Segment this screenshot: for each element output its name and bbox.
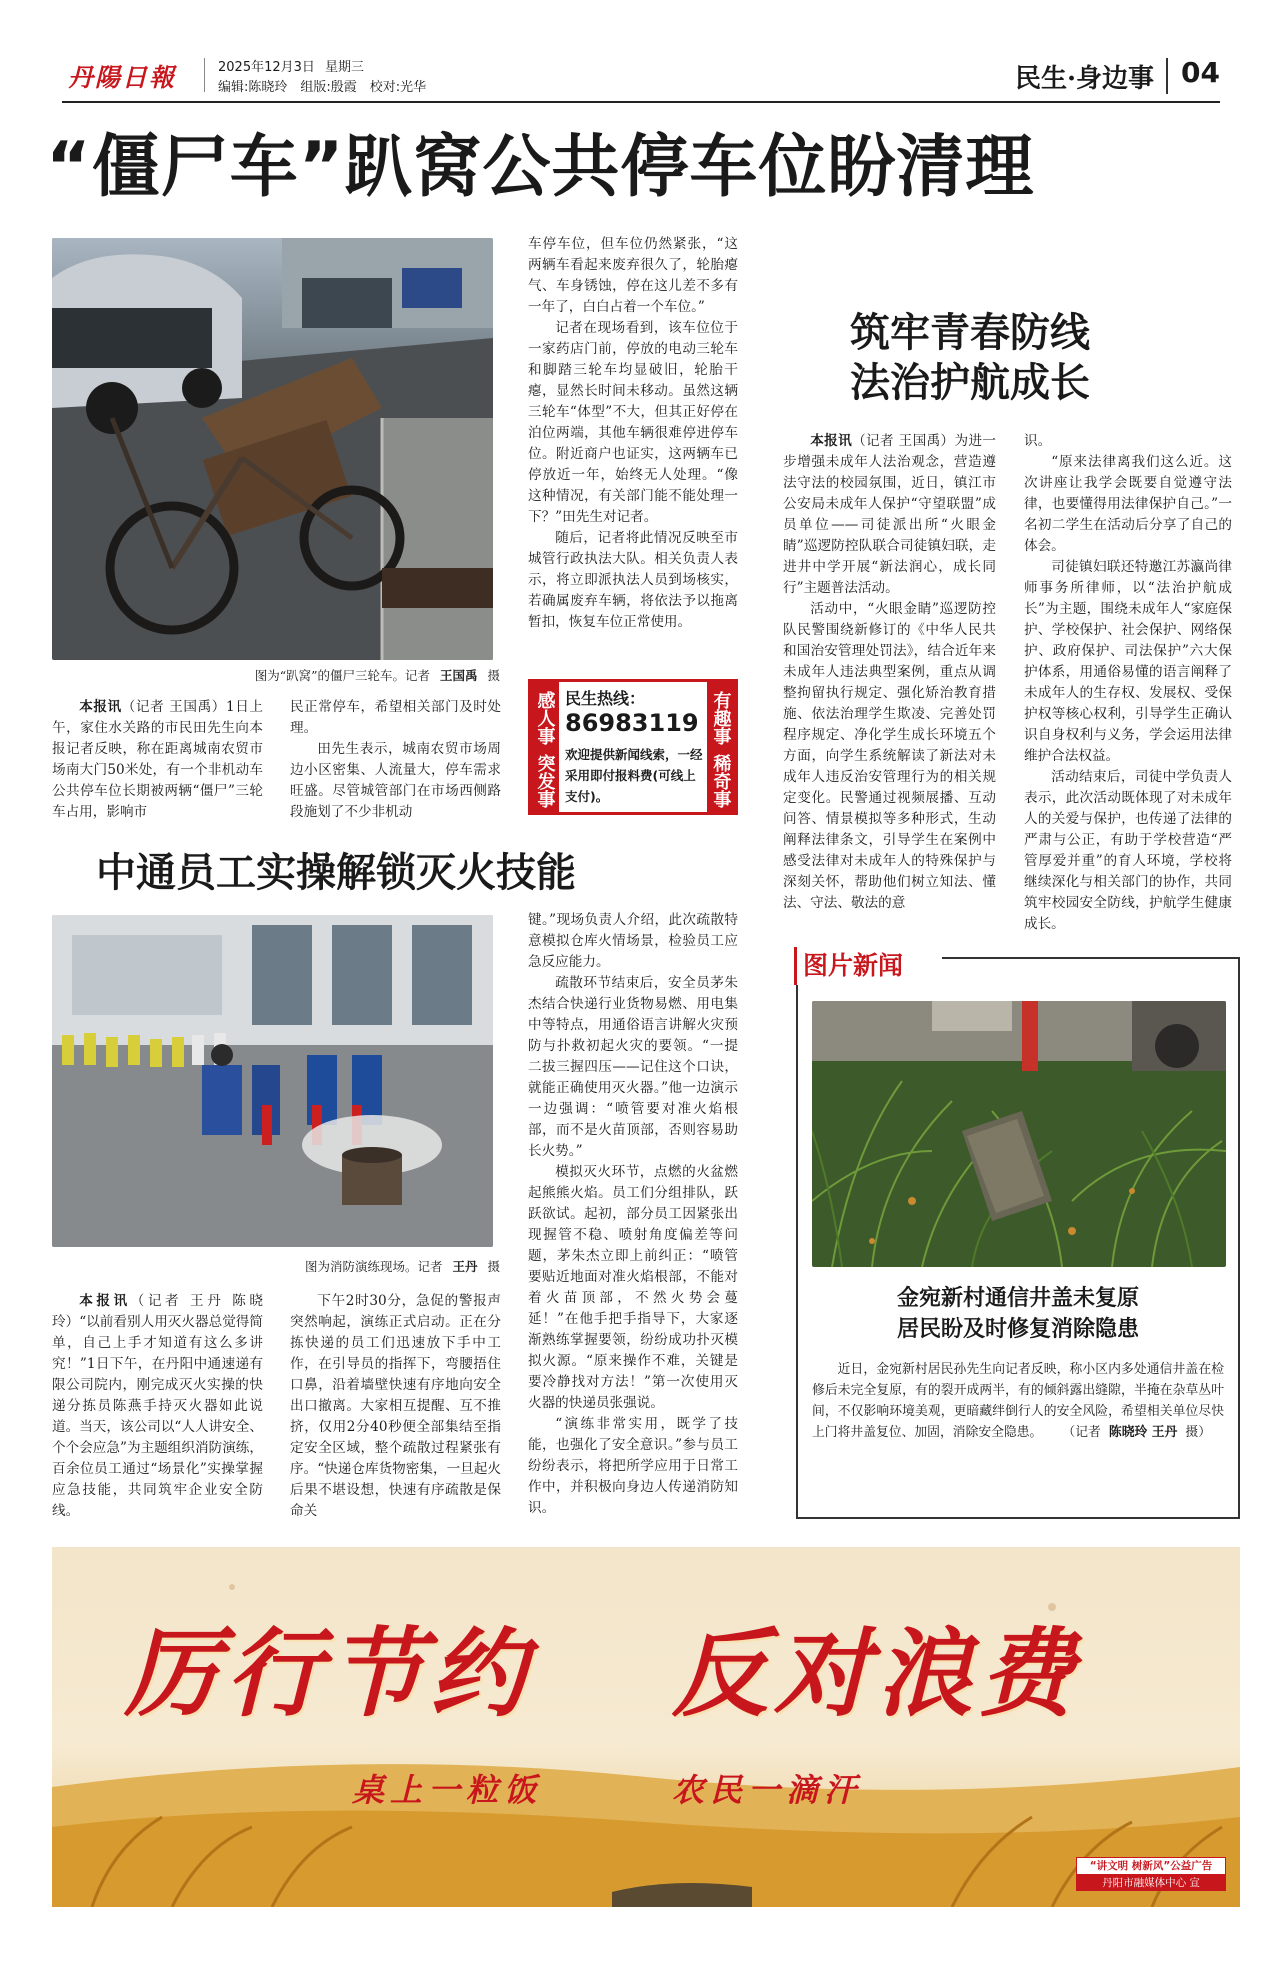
fire-col3-para1: 疏散环节结束后，安全员茅朱杰结合快递行业货物易燃、用电集中等特点，用通俗语言讲解火灾预防与扑救初起火灾的要领。“一提二拔三握四压——记住这个口诀，就能正确使用灭火器。”他一边演示一边强调：“喷管要对准火焰根部，而不是火苗顶部，否则容易助长火势。” (528, 975, 738, 1159)
newspaper-logo: 丹陽日報 (68, 63, 177, 92)
photo-news-title (798, 1283, 1238, 1345)
fire-drill-photo (52, 915, 493, 1247)
photo-news-credit-end: 摄） (1185, 1425, 1212, 1440)
youth-col2-para2: 司徒镇妇联还特邀江苏瀛尚律师事务所律师，以“法治护航成长”为主题，围绕未成年人“家庭保护、学校保护、社会保护、网络保护、政府保护、司法保护”六大保护体系，用通俗易懂的语言阐释了未成年人的生存权、发展权、受保护权等核心权利，引导学生正确认识自身权利与义务，学会运用法律维护合法权益。 (1024, 559, 1232, 764)
zombie-col2-text: 民正常停车，希望相关部门及时处理。 (290, 699, 501, 736)
youth-lead: 本报讯 (810, 433, 853, 449)
hotline-label: 民生热线： (565, 689, 646, 708)
youth-col1-text: 为进一步增强未成年人法治观念，营造遵法守法的校园氛围，近日，镇江市公安局未成年人保护“守望联盟”成员单位——司徒派出所“火眼金睛”巡逻防控队联合司徒镇妇联，走进井中学开展“新法润心，成长同行”主题普法活动。 (783, 433, 997, 596)
zombie-caption-author: 王国禹 (439, 668, 478, 683)
youth-story-title (760, 308, 1180, 408)
manhole-photo (812, 1001, 1226, 1267)
zombie-photo-caption (190, 666, 500, 684)
zombie-col2-para2: 田先生表示，城南农贸市场周边小区密集、人流量大，停车需求旺盛。尽管城管部门在市场西侧路段施划了不少非机动 (290, 741, 501, 820)
public-service-ad (52, 1547, 1240, 1907)
fire-col3-para2: 模拟灭火环节，点燃的火盆燃起熊熊火焰。员工们分组排队，跃跃欲试。起初，部分员工因紧张出现握管不稳、喷射角度偏差等问题，茅朱杰立即上前纠正：“喷管要贴近地面对准火焰根部，不能对着火苗顶部，不然火势会蔓延！”在他手把手指导下，大家逐渐熟练掌握要领，纷纷成功扑灭模拟火源。“原来操作不难，关键是要冷静找对方法！”第一次使用灭火器的快递员张强说。 (528, 1164, 738, 1411)
zombie-tricycle-photo (52, 238, 493, 660)
youth-col2-para1: “原来法律离我们这么近。这次讲座让我学会既要自觉遵守法律，也要懂得用法律保护自己。”一名初二学生在活动后分享了自己的体会。 (1024, 454, 1232, 554)
masthead-divider (204, 58, 205, 92)
hotline-left-tags (531, 682, 559, 812)
photo-news-title-line2: 居民盼及时修复消除隐患 (896, 1316, 1139, 1342)
fire-article-col2 (290, 1291, 501, 1522)
zombie-reporter: （记者 王国禹） (121, 699, 226, 715)
issue-date: 2025年12月3日 (218, 60, 315, 75)
hotline-left-bottom: 突发事 (534, 753, 556, 808)
youth-title-line1: 筑牢青春防线 (850, 309, 1090, 356)
fire-col1-text: “以前看别人用灭火器总觉得简单，自己上手才知道有这么多讲究！”1日下午，在丹阳中通速递有限公司院内，刚完成灭火实操的快递分拣员陈燕手持灭火器如此说道。当天，该公司以“人人讲安全、个个会应急”为主题组织消防演练，百余位员工通过“场景化”实操掌握应急技能，共同筑牢企业安全防线。 (52, 1314, 264, 1519)
hotline-number: 86983119 (565, 709, 699, 737)
youth-article-col1 (783, 431, 996, 914)
zombie-col3-para2: 记者在现场看到，该车位位于一家药店门前，停放的电动三轮车和脚踏三轮车均显破旧，轮胎干瘪，显然长时间未移动。虽然这辆三轮车“体型”不大，但其正好停在泊位两端，其他车辆很难停进停车位。附近商户也证实，这两辆车已停放近一年，始终无人处理。“像这种情况，有关部门能不能处理一下？”田先生对记者。 (528, 320, 738, 525)
section-name: 民生·身边事 (1014, 64, 1154, 94)
fire-article-col3 (528, 910, 738, 1519)
zombie-caption-suffix: 摄 (487, 668, 500, 683)
zombie-col3-para1: 车停车位，但车位仍然紧张，“这两辆车看起来废弃很久了，轮胎瘪气、车身锈蚀，停在这儿差不多有一年了，白白占着一个车位。” (528, 236, 738, 315)
zombie-caption-text: 图为“趴窝”的僵尸三轮车。记者 (254, 668, 430, 683)
fire-photo-caption (200, 1257, 500, 1275)
masthead-rule (62, 101, 1220, 103)
fire-col2-text: 下午2时30分，急促的警报声突然响起，演练正式启动。正在分拣快递的员工们迅速放下手中工作，在引导员的指挥下，弯腰捂住口鼻，沿着墙壁快速有序地向安全出口撤离。大家相互提醒、互不推挤，仅用2分40秒便全部集结至指定安全区域，整个疏散过程紧张有序。“快递仓库货物密集，一旦起火后果不堪设想，快速有序疏散是保命关 (290, 1293, 501, 1519)
fire-caption-text: 图为消防演练现场。记者 (304, 1259, 443, 1274)
youth-col1-para2: 活动中，“火眼金睛”巡逻防控队民警围绕新修订的《中华人民共和国治安管理处罚法》，结合近年来未成年人违法典型案例，重点从调整拘留执行规定、强化矫治教育措施、依法治理学生欺凌、完善处罚程序规定、净化学生成长环境五个方面，向学生系统解读了新法对未成年人违反治安管理行为的相关规定变化。民警通过视频展播、互动问答、情景模拟等多种形式，生动阐释法律条文，引导学生在案例中感受法律对未成年人的特殊保护与深刻关怀，帮助他们树立知法、懂法、守法、敬法的意 (783, 601, 996, 911)
hotline-right-bottom: 稀奇事 (710, 753, 732, 808)
editor-credits: 编辑:陈晓玲 组版:殷霞 校对:光华 (218, 80, 427, 95)
zombie-article-col2 (290, 697, 501, 823)
hotline-left-top: 感人事 (534, 690, 556, 745)
ad-sub-1: 桌上一粒饭 (352, 1771, 543, 1809)
ad-campaign-tag: “讲文明 树新风”公益广告 (1076, 1857, 1226, 1875)
photo-news-body-text: 近日，金宛新村居民孙先生向记者反映，称小区内多处通信井盖在检修后未完全复原，有的裂开成两半，有的倾斜露出缝隙，半掩在杂草丛叶间，不仅影响环境美观，更暗藏绊倒行人的安全风险，希望相关单位尽快上门将井盖复位、加固，消除安全隐患。 (812, 1362, 1224, 1440)
ad-slogan-2: 反对浪费 (672, 1617, 1080, 1730)
photo-news-title-line1: 金宛新村通信井盖未复原 (896, 1285, 1139, 1311)
youth-title-line2: 法治护航成长 (850, 359, 1090, 406)
zombie-col1-text: 1日上午，家住水关路的市民田先生向本报记者反映，称在距离城南农贸市场南大门50米处，有一个非机动车公共停车位长期被两辆“僵尸”三轮车占用，影响市 (52, 699, 263, 820)
fire-reporter: （记者 王丹 陈晓玲） (52, 1293, 263, 1330)
zombie-lead: 本报讯 (79, 699, 122, 715)
photo-news-box (796, 951, 1240, 1519)
photo-news-tag (794, 947, 942, 985)
page-number: 04 (1181, 56, 1220, 89)
fire-col3-para0: 键。”现场负责人介绍，此次疏散特意模拟仓库火情场景，检验员工应急反应能力。 (528, 912, 738, 970)
youth-col2-para3: 活动结束后，司徒中学负责人表示，此次活动既体现了对未成年人的关爱与保护，也传递了法律的严肃与公正，有助于学校营造“严管厚爱并重”的育人环境，学校将继续深化与相关部门的协作，共同筑牢校园安全防线，护航学生健康成长。 (1024, 769, 1232, 932)
fire-caption-author: 王丹 (452, 1259, 478, 1274)
issue-weekday: 星期三 (325, 60, 365, 75)
hotline-right-top: 有趣事 (710, 690, 732, 745)
youth-article-col2 (1024, 431, 1232, 935)
ad-org-name: 丹阳市融媒体中心 宣 (1076, 1875, 1226, 1891)
photo-news-tag-text: 图片新闻 (803, 951, 904, 980)
zombie-col3-para3: 随后，记者将此情况反映至市城管行政执法大队。相关负责人表示，将立即派执法人员到场核实，若确属废弃车辆，将依法予以拖离暂扣，恢复车位正常使用。 (528, 530, 738, 630)
fire-lead: 本报讯 (79, 1293, 131, 1309)
ad-slogan-1: 厉行节约 (124, 1617, 532, 1730)
zombie-article-col3 (528, 234, 738, 633)
hotline-box (528, 679, 738, 815)
masthead (62, 52, 1220, 100)
fire-caption-suffix: 摄 (487, 1259, 500, 1274)
hotline-description: 欢迎提供新闻线索，一经采用即付报料费(可线上支付)。 (565, 747, 703, 804)
ad-organizer (1076, 1857, 1226, 1891)
photo-news-body (812, 1359, 1224, 1443)
zombie-article-col1 (52, 697, 263, 823)
fire-article-col1 (52, 1291, 263, 1522)
fire-story-title: 中通员工实操解锁灭火技能 (96, 850, 576, 896)
issue-date-line (218, 56, 364, 75)
photo-news-credit-names: 陈晓玲 王丹 (1108, 1425, 1178, 1440)
ad-sub-2: 农民一滴汗 (672, 1771, 863, 1809)
hotline-right-tags (707, 682, 735, 812)
fire-col3-para3: “演练非常实用，既学了技能，也强化了安全意识。”参与员工纷纷表示，将把所学应用于日常工作中，并积极向身边人传递消防知识。 (528, 1416, 738, 1516)
photo-news-credit: （记者 (1062, 1425, 1101, 1440)
section-divider (1166, 58, 1168, 94)
main-headline: “僵尸车”趴窝公共停车位盼清理 (46, 128, 1035, 207)
youth-reporter: （记者 王国禹） (852, 433, 955, 449)
youth-col2-para0: 识。 (1024, 433, 1052, 449)
